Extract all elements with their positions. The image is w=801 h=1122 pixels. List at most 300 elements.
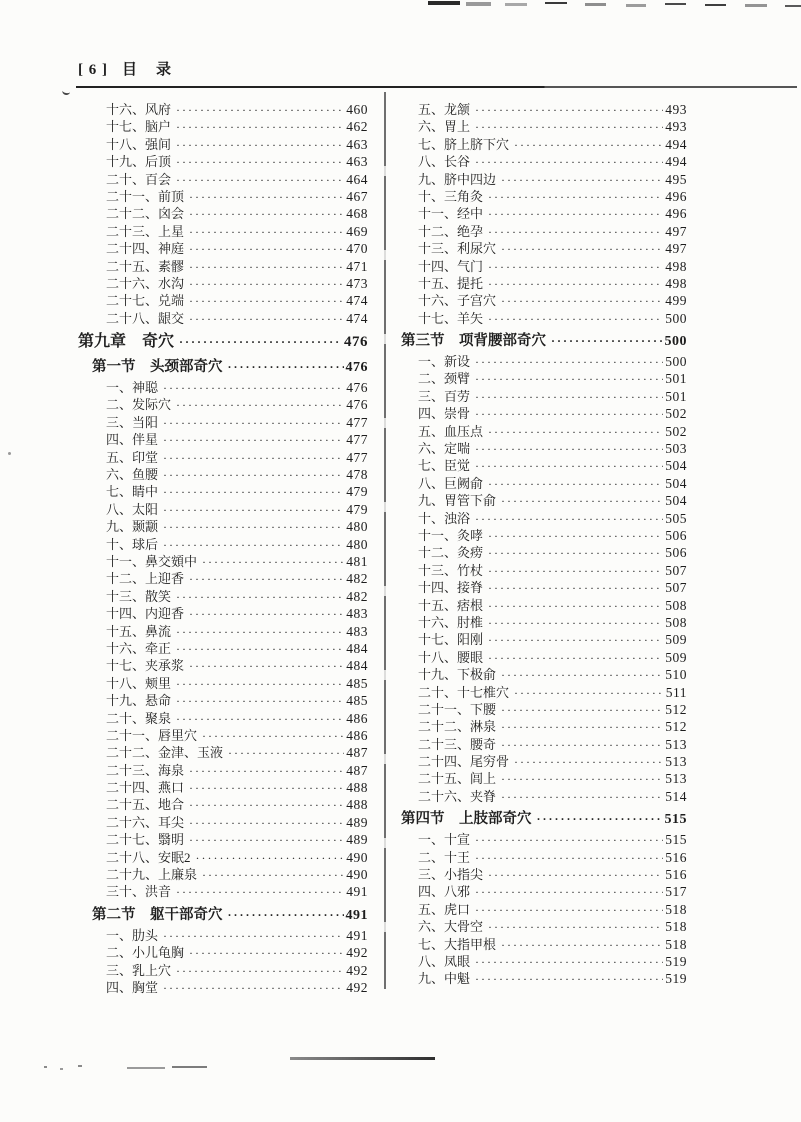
toc-entry-page-number: 471 [346,258,368,274]
toc-entry-label: 九、颞颥 [106,519,159,535]
dot-leader [475,458,663,474]
toc-entry-label: 二、颈臂 [418,371,471,387]
dot-leader [189,241,344,257]
toc-entry-label: 十三、竹杖 [418,562,484,578]
dot-leader [202,728,344,744]
toc-entry-label: 九、胃管下俞 [418,493,497,509]
toc-entry-row [400,473,687,490]
toc-entry-label: 十七、夹承浆 [106,658,185,674]
toc-entry-page-number: 477 [346,432,368,448]
toc-entry-page-number: 509 [665,632,687,648]
toc-entry-page-number: 519 [665,953,687,969]
toc-entry-label: 九、脐中四边 [418,171,497,187]
dot-leader [163,980,344,996]
toc-entry-row [400,421,687,438]
toc-entry-label: 二十八、龈交 [106,310,185,326]
toc-entry-label: 二十二、淋泉 [418,719,497,735]
toc-entry-row [400,716,687,733]
toc-entry-page-number: 483 [346,623,368,639]
toc-entry-label: 十二、绝孕 [418,223,484,239]
toc-entry-label: 十一、经中 [418,206,484,222]
scan-artifact-dash [172,1066,207,1068]
dot-leader [537,811,663,828]
dot-leader [189,815,344,831]
toc-entry-label: 六、胃上 [418,119,471,135]
toc-entry-page-number: 463 [346,154,368,170]
toc-entry-page-number: 489 [346,814,368,830]
toc-entry-page-number: 491 [346,884,368,900]
toc-entry-label: 二十六、夹脊 [418,788,497,804]
toc-entry-row [78,290,368,307]
toc-entry-page-number: 502 [665,406,687,422]
toc-entry-page-number: 484 [346,640,368,656]
toc-entry-row [400,308,687,325]
scan-artifact-dash [127,1067,165,1069]
toc-entry-label: 二十三、上星 [106,223,185,239]
toc-entry-row [78,186,368,203]
toc-entry-page-number: 489 [346,832,368,848]
dot-leader [189,276,344,292]
toc-entry-row [400,916,687,933]
toc-entry-page-number: 469 [346,223,368,239]
toc-entry-label: 十五、提托 [418,275,484,291]
toc-entry-row [400,699,687,716]
toc-entry-label: 二十九、上廉泉 [106,867,198,883]
scan-artifact-dash [585,3,606,6]
dot-leader [488,598,663,614]
dot-leader [475,954,663,970]
toc-entry-row [400,577,687,594]
dot-leader [501,241,663,257]
dot-leader [501,293,663,309]
toc-entry-row [400,560,687,577]
toc-entry-page-number: 479 [346,484,368,500]
dot-leader [176,397,344,413]
toc-entry-row [400,786,687,803]
toc-entry-row [78,464,368,481]
toc-entry-page-number: 485 [346,693,368,709]
scan-artifact-dash [428,1,460,5]
dot-leader [488,189,663,205]
toc-entry-label: 二十四、燕口 [106,780,185,796]
toc-entry-label: 二十三、腰奇 [418,736,497,752]
scan-artifact-dash [505,3,527,6]
toc-entry-label: 五、虎口 [418,901,471,917]
toc-entry-page-number: 479 [346,501,368,517]
toc-entry-page-number: 511 [665,684,687,700]
toc-entry-row [78,394,368,411]
column-divider-line [384,92,386,989]
toc-entry-page-number: 487 [346,745,368,761]
dot-leader [163,432,344,448]
toc-entry-page-number: 497 [665,241,687,257]
toc-entry-row [400,682,687,699]
toc-entry-label: 十五、鼻流 [106,623,172,639]
toc-entry-row [78,655,368,672]
toc-entry-page-number: 512 [665,719,687,735]
dot-leader [189,797,344,813]
toc-entry-row [78,777,368,794]
toc-entry-page-number: 500 [665,310,687,326]
scan-artifact-speck [78,1065,82,1067]
toc-entry-page-number: 464 [346,171,368,187]
toc-entry-row [78,977,368,994]
dot-leader [176,711,344,727]
toc-column-left [78,99,368,994]
toc-entry-page-number: 506 [665,545,687,561]
toc-entry-page-number: 476 [346,380,368,396]
toc-entry-page-number: 504 [665,475,687,491]
toc-entry-page-number: 496 [665,206,687,222]
dot-leader [202,554,344,570]
dot-leader [488,650,663,666]
toc-entry-row [400,438,687,455]
toc-entry-row [78,881,368,898]
toc-entry-page-number: 473 [346,275,368,291]
dot-leader [189,832,344,848]
page-header [78,58,173,79]
dot-leader [176,172,344,188]
toc-entry-page-number: 488 [346,780,368,796]
dot-leader [514,137,663,153]
dot-leader [514,754,663,770]
toc-entry-row [78,551,368,568]
toc-entry-label: 十、球后 [106,536,159,552]
toc-entry-page-number: 501 [665,371,687,387]
toc-entry-row [78,516,368,533]
toc-entry-row [78,447,368,464]
toc-entry-page-number: 518 [665,901,687,917]
toc-entry-page-number: 508 [665,614,687,630]
toc-entry-label: 十九、悬命 [106,693,172,709]
toc-entry-row [400,116,687,133]
toc-entry-page-number: 493 [665,102,687,117]
toc-entry-label: 十九、后顶 [106,154,172,170]
scan-artifact-tick [62,89,71,96]
toc-entry-label: 十九、下极俞 [418,667,497,683]
toc-entry-row [78,708,368,725]
dot-leader [163,484,344,500]
toc-entry-label: 七、脐上脐下穴 [418,136,510,152]
toc-entry-label: 二、十王 [418,849,471,865]
toc-entry-page-number: 519 [665,971,687,987]
toc-entry-page-number: 463 [346,136,368,152]
toc-entry-row [400,221,687,238]
toc-entry-row [78,690,368,707]
dot-leader [176,676,344,692]
toc-entry-label: 二、小儿龟胸 [106,945,185,961]
toc-entry-row [78,99,368,116]
toc-entry-row [78,203,368,220]
toc-entry-label: 二十五、地合 [106,797,185,813]
toc-entry-row [400,368,687,385]
toc-entry-label: 二十七、兑端 [106,293,185,309]
dot-leader [475,832,663,848]
toc-entry-row [78,429,368,446]
toc-entry-label: 二十一、唇里穴 [106,727,198,743]
toc-entry-row [78,603,368,620]
toc-entry-page-number: 467 [346,188,368,204]
toc-entry-page-number: 517 [665,884,687,900]
toc-entry-page-number: 490 [346,867,368,883]
toc-entry-label: 四、胸堂 [106,979,159,995]
dot-leader [163,450,344,466]
dot-leader [189,206,344,222]
toc-chapter-row [78,328,368,351]
toc-entry-label: 十二、灸痨 [418,545,484,561]
toc-entry-row [400,490,687,507]
toc-entry-label: 二、发际穴 [106,397,172,413]
toc-entry-label: 二十六、耳尖 [106,814,185,830]
toc-entry-page-number: 482 [346,588,368,604]
toc-entry-row [400,256,687,273]
toc-entry-label: 十一、灸哮 [418,527,484,543]
toc-entry-label: 二十六、水沟 [106,275,185,291]
toc-entry-row [78,116,368,133]
dot-leader [189,293,344,309]
dot-leader [189,571,344,587]
toc-entry-page-number: 491 [346,927,368,943]
toc-entry-label: 二十二、囟会 [106,206,185,222]
toc-entry-label: 六、大骨空 [418,919,484,935]
dot-leader [189,224,344,240]
dot-leader [551,333,663,350]
toc-entry-label: 十六、牵正 [106,640,172,656]
toc-entry-label: 三、百劳 [418,388,471,404]
dot-leader [488,545,663,561]
toc-entry-label: 八、长谷 [418,154,471,170]
toc-entry-page-number: 498 [665,275,687,291]
dot-leader [176,884,344,900]
toc-entry-label: 十一、鼻交頞中 [106,553,198,569]
toc-entry-label: 八、巨阙俞 [418,475,484,491]
toc-entry-label: 七、臣觉 [418,458,471,474]
toc-entry-label: 十六、肘椎 [418,614,484,630]
toc-entry-label: 一、新设 [418,354,471,370]
dot-leader [501,789,663,805]
toc-entry-label: 三、乳上穴 [106,962,172,978]
toc-entry-label: 三十、洪音 [106,884,172,900]
toc-entry-label: 十八、颊里 [106,675,172,691]
toc-entry-row [400,351,687,368]
dot-leader [475,441,663,457]
toc-entry-label: 七、睛中 [106,484,159,500]
dot-leader [501,719,663,735]
toc-entry-row [78,942,368,959]
toc-entry-row [78,742,368,759]
toc-entry-label: 二十五、闾上 [418,771,497,787]
toc-entry-row [78,725,368,742]
toc-chapter-page-number: 476 [344,334,368,351]
toc-entry-label: 十六、风府 [106,102,172,117]
toc-entry-row [78,864,368,881]
dot-leader [163,928,344,944]
toc-entry-page-number: 480 [346,519,368,535]
dot-leader [189,311,344,327]
toc-entry-row [78,847,368,864]
toc-entry-row [400,968,687,985]
toc-entry-row [400,647,687,664]
scan-artifact-line [290,1057,435,1060]
toc-entry-page-number: 490 [346,849,368,865]
dot-leader [475,354,663,370]
toc-entry-page-number: 512 [665,701,687,717]
toc-entry-row [400,134,687,151]
dot-leader [196,850,345,866]
dot-leader [176,102,344,118]
dot-leader [189,606,344,622]
toc-entry-label: 四、崇骨 [418,406,471,422]
dot-leader [488,424,663,440]
toc-chapter-label: 第九章 奇穴 [78,333,175,351]
dot-leader [501,771,663,787]
dot-leader [189,259,344,275]
toc-section-label: 第三节 项背腰部奇穴 [401,333,546,350]
dot-leader [163,415,344,431]
dot-leader [228,745,344,761]
toc-entry-page-number: 482 [346,571,368,587]
scan-artifact-dash [626,4,646,7]
toc-entry-page-number: 507 [665,580,687,596]
toc-entry-row [78,169,368,186]
dot-leader [501,937,663,953]
toc-entry-label: 一、神聪 [106,380,159,396]
dot-leader [228,359,344,376]
dot-leader [488,311,663,327]
header-rule [76,86,797,88]
toc-entry-page-number: 503 [665,441,687,457]
toc-entry-label: 十六、子宫穴 [418,293,497,309]
toc-entry-row [400,899,687,916]
toc-entry-label: 六、定喘 [418,441,471,457]
toc-entry-row [78,812,368,829]
scan-artifact-speck [44,1066,47,1068]
toc-entry-page-number: 496 [665,188,687,204]
dot-leader [475,154,663,170]
toc-entry-label: 十二、上迎香 [106,571,185,587]
dot-leader [163,502,344,518]
toc-section-page-number: 491 [345,907,368,923]
toc-entry-label: 十八、强间 [106,136,172,152]
toc-entry-label: 十、三角灸 [418,188,484,204]
dot-leader [163,467,344,483]
toc-entry-page-number: 497 [665,223,687,239]
toc-entry-row [400,238,687,255]
toc-entry-row [400,951,687,968]
toc-entry-page-number: 474 [346,293,368,309]
toc-entry-page-number: 513 [665,771,687,787]
toc-entry-label: 一、肋头 [106,927,159,943]
dot-leader [176,641,344,657]
toc-entry-row [78,308,368,325]
toc-entry-row [400,829,687,846]
toc-entry-label: 十四、接脊 [418,580,484,596]
toc-entry-page-number: 516 [665,867,687,883]
dot-leader [176,589,344,605]
toc-entry-row [78,621,368,638]
toc-entry-row [400,664,687,681]
toc-entry-page-number: 494 [665,154,687,170]
toc-entry-page-number: 492 [346,962,368,978]
toc-entry-row [400,186,687,203]
toc-entry-page-number: 515 [665,832,687,848]
toc-entry-row [78,238,368,255]
dot-leader [488,867,663,883]
toc-entry-label: 十四、内迎香 [106,606,185,622]
dot-leader [475,389,663,405]
dot-leader [163,380,344,396]
toc-entry-page-number: 478 [346,467,368,483]
dot-leader [475,884,663,900]
dot-leader [488,580,663,596]
toc-entry-row [400,169,687,186]
dot-leader [189,189,344,205]
toc-entry-label: 五、血压点 [418,423,484,439]
toc-entry-row [400,542,687,559]
dot-leader [501,667,663,683]
dot-leader [176,119,344,135]
scan-artifact-dash [785,5,801,7]
toc-entry-row [78,568,368,585]
dot-leader [488,919,663,935]
toc-entry-page-number: 486 [346,727,368,743]
dot-leader [475,511,663,527]
toc-entry-page-number: 487 [346,762,368,778]
toc-entry-page-number: 476 [346,397,368,413]
toc-entry-row [400,629,687,646]
scan-artifact-dash [745,4,767,7]
toc-entry-row [78,534,368,551]
toc-entry-page-number: 508 [665,597,687,613]
toc-entry-row [400,847,687,864]
toc-entry-row [400,508,687,525]
toc-entry-label: 六、鱼腰 [106,467,159,483]
toc-entry-row [400,881,687,898]
toc-entry-row [78,760,368,777]
toc-entry-row [78,273,368,290]
dot-leader [475,850,663,866]
toc-entry-page-number: 485 [346,675,368,691]
toc-entry-page-number: 498 [665,258,687,274]
dot-leader [176,693,344,709]
toc-entry-row [78,638,368,655]
dot-leader [488,632,663,648]
dot-leader [202,867,344,883]
dot-leader [488,563,663,579]
toc-section-page-number: 500 [664,334,687,350]
toc-entry-label: 八、太阳 [106,501,159,517]
toc-entry-row [400,386,687,403]
toc-entry-row [78,256,368,273]
dot-leader [475,371,663,387]
toc-entry-page-number: 492 [346,979,368,995]
toc-entry-row [78,134,368,151]
toc-entry-page-number: 504 [665,458,687,474]
toc-section-row [400,329,687,350]
toc-entry-label: 十七、羊矢 [418,310,484,326]
toc-entry-label: 二十、百会 [106,171,172,187]
toc-entry-label: 七、大指甲根 [418,936,497,952]
toc-column-right [400,99,687,986]
toc-entry-page-number: 518 [665,936,687,952]
toc-entry-page-number: 494 [665,136,687,152]
toc-entry-page-number: 462 [346,119,368,135]
toc-entry-row [400,151,687,168]
toc-entry-row [400,595,687,612]
toc-entry-row [400,290,687,307]
toc-entry-page-number: 510 [665,667,687,683]
toc-entry-label: 五、龙颔 [418,102,471,117]
